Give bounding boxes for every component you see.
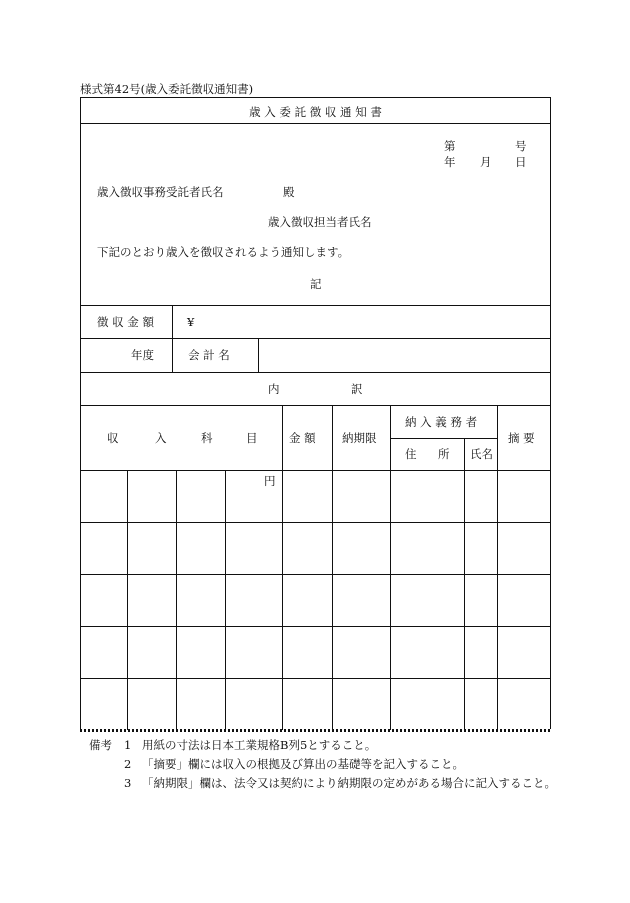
divider [225,470,226,730]
note-3-num: 3 [124,776,132,790]
breakdown-left: 内 [268,382,280,396]
divider [390,438,497,439]
divider [172,305,173,338]
divider [176,470,177,730]
subject-char-1: 収 [107,431,119,445]
account-label: 会 計 名 [188,348,230,362]
fiscal-year-field[interactable] [84,342,129,366]
note-2-num: 2 [124,757,132,771]
deadline-header: 納期限 [342,431,377,445]
note-2-text: 「摘要」欄には収入の根拠及び算出の基礎等を記入すること。 [142,757,464,771]
date-day: 日 [515,155,527,169]
table-row [80,626,551,627]
divider [80,123,551,124]
obligor-header: 納 入 義 務 者 [405,415,478,429]
number-go: 号 [515,139,527,153]
amount-header: 金 額 [289,431,316,445]
table-row [80,574,551,575]
divider [282,405,283,730]
form-title: 歳 入 委 託 徴 収 通 知 書 [249,105,382,119]
number-dai: 第 [444,139,456,153]
note-1-num: 1 [124,738,132,752]
divider [127,470,128,730]
subject-char-4: 目 [246,431,258,445]
divider [332,405,333,730]
divider [80,372,551,373]
table-row [80,678,551,679]
table-row [80,522,551,523]
name-header: 氏名 [470,447,493,461]
note-3-text: 「納期限」欄は、法令又は契約により納期限の定めがある場合に記入すること。 [142,776,556,790]
breakdown-right: 訳 [351,382,363,396]
divider [390,405,391,730]
notes-prefix: 備考 [89,738,112,752]
divider [80,338,551,339]
address-char-1: 住 [405,447,417,461]
yen-unit: 円 [264,474,276,488]
divider [172,338,173,372]
subject-char-2: 入 [155,431,167,445]
torn-edge [80,729,551,732]
address-char-2: 所 [438,447,450,461]
addressee-label: 歳入徴収事務受託者氏名 [97,185,224,199]
date-year: 年 [444,155,456,169]
addressee-honorific: 殿 [283,185,295,199]
currency-symbol: ¥ [187,315,195,329]
subject-char-3: 科 [201,431,213,445]
amount-label: 徴 収 金 額 [97,315,154,329]
notice-text: 下記のとおり歳入を徴収されるよう通知します。 [97,245,350,259]
divider [258,338,259,372]
account-name-field[interactable] [262,342,546,368]
officer-label: 歳入徴収担当者氏名 [268,215,372,229]
divider [80,305,551,306]
divider [497,405,498,730]
remarks-header: 摘 要 [508,431,535,445]
amount-field[interactable] [205,309,545,333]
form-number: 様式第42号(歳入委託徴収通知書) [80,82,254,96]
ki-label: 記 [310,277,322,291]
note-1-text: 用紙の寸法は日本工業規格B列5とすること。 [142,738,377,752]
divider [464,438,465,730]
divider [80,405,551,406]
date-month: 月 [480,155,492,169]
fiscal-year-label: 年度 [131,348,154,362]
divider [80,470,551,471]
